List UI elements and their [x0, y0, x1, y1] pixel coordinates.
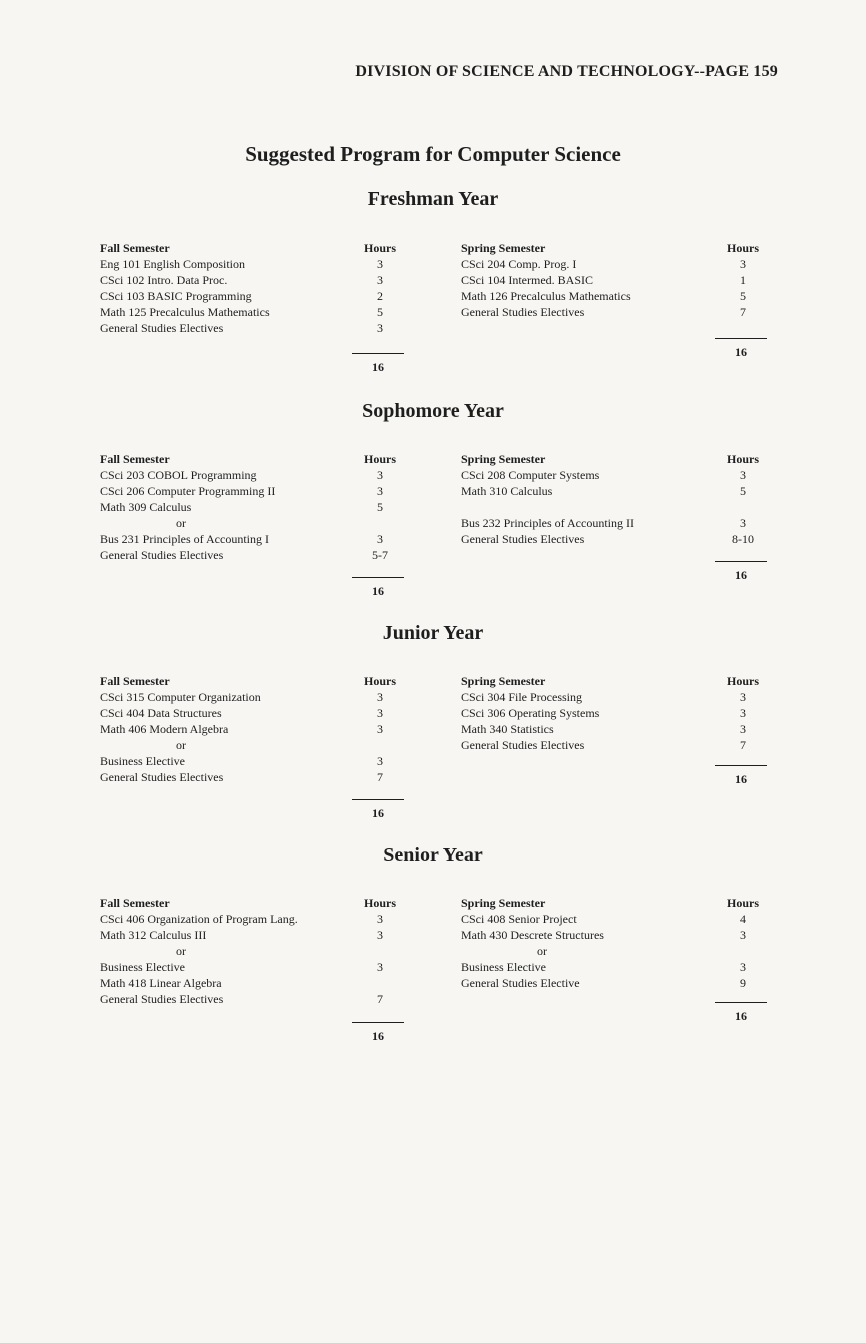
course-name: Math 309 Calculus: [100, 500, 192, 514]
course-hours: 3: [377, 706, 383, 720]
course-name: General Studies Electives: [100, 321, 224, 335]
table-row: [100, 975, 405, 991]
course-hours: 7: [377, 770, 383, 784]
table-row: [461, 272, 771, 288]
course-name: General Studies Electives: [100, 548, 224, 562]
spring-total-rule: [715, 561, 767, 562]
course-hours: 3: [740, 960, 746, 974]
course-hours: 3: [377, 912, 383, 926]
course-hours: 7: [740, 738, 746, 752]
table-row: [461, 705, 771, 721]
course-hours: 1: [740, 273, 746, 287]
course-name: CSci 304 File Processing: [461, 690, 583, 704]
table-header-row: [461, 240, 771, 256]
course-hours: 7: [740, 305, 746, 319]
spring-total-hours: 16: [735, 1009, 747, 1023]
table-row: [100, 467, 405, 483]
course-name: Business Elective: [100, 960, 185, 974]
spring-semester-table: [461, 895, 771, 991]
table-row: [100, 256, 405, 272]
course-name: CSci 208 Computer Systems: [461, 468, 600, 482]
fall-total-hours: 16: [372, 1029, 384, 1043]
spring-total-hours: 16: [735, 568, 747, 582]
course-hours: 3: [377, 273, 383, 287]
course-name: CSci 103 BASIC Programming: [100, 289, 252, 303]
fall-semester-heading: Fall Semester: [100, 896, 170, 910]
fall-semester-heading: Fall Semester: [100, 241, 170, 255]
fall-total-rule: [352, 353, 404, 354]
table-row: [100, 911, 405, 927]
course-hours: 8-10: [732, 532, 754, 546]
course-hours: 3: [377, 484, 383, 498]
or-connector: or: [176, 738, 186, 752]
course-name: Math 406 Modern Algebra: [100, 722, 229, 736]
course-hours: 3: [377, 468, 383, 482]
table-row: [461, 515, 771, 531]
fall-semester-table: [100, 673, 405, 785]
table-row: [461, 483, 771, 499]
course-name: Bus 231 Principles of Accounting I: [100, 532, 269, 546]
year-title: Freshman Year: [367, 188, 499, 210]
table-row: [100, 304, 405, 320]
course-hours: 5-7: [372, 548, 388, 562]
course-hours: 3: [377, 928, 383, 942]
table-row: [100, 721, 405, 737]
spring-semester-heading: Spring Semester: [461, 452, 546, 466]
table-row: [461, 927, 771, 943]
table-header-row: [461, 673, 771, 689]
hours-heading: Hours: [363, 452, 396, 466]
spring-total-hours: 16: [735, 772, 747, 786]
course-name: Math 125 Precalculus Mathematics: [100, 305, 270, 319]
table-header-row: [100, 673, 405, 689]
or-connector: or: [176, 516, 186, 530]
course-name: CSci 206 Computer Programming II: [100, 484, 276, 498]
spring-total-rule: [715, 338, 767, 339]
spring-semester-heading: Spring Semester: [461, 896, 546, 910]
course-name: CSci 204 Comp. Prog. I: [461, 257, 577, 271]
course-hours: 3: [740, 928, 746, 942]
spring-total-rule: [715, 1002, 767, 1003]
year-title: Sophomore Year: [362, 400, 504, 422]
course-hours: 2: [377, 289, 383, 303]
course-name: CSci 408 Senior Project: [461, 912, 577, 926]
course-hours: 7: [377, 992, 383, 1006]
table-row: [461, 959, 771, 975]
course-name: General Studies Electives: [461, 738, 585, 752]
course-hours: 4: [740, 912, 746, 926]
course-name: CSci 102 Intro. Data Proc.: [100, 273, 228, 287]
table-row: [100, 320, 405, 336]
course-name: Eng 101 English Composition: [100, 257, 246, 271]
course-name: CSci 406 Organization of Program Lang.: [100, 912, 298, 926]
course-name: Math 340 Statistics: [461, 722, 554, 736]
course-hours: 9: [740, 976, 746, 990]
table-row: [100, 547, 405, 563]
table-row: [100, 531, 405, 547]
course-hours: 3: [740, 516, 746, 530]
course-hours: 3: [740, 257, 746, 271]
course-name: Math 418 Linear Algebra: [100, 976, 222, 990]
course-hours: 3: [377, 257, 383, 271]
fall-total-rule: [352, 799, 404, 800]
fall-total-hours: 16: [372, 584, 384, 598]
fall-total-hours: 16: [372, 360, 384, 374]
or-connector: or: [176, 944, 186, 958]
table-row: [100, 689, 405, 705]
course-name: CSci 306 Operating Systems: [461, 706, 600, 720]
table-row: [461, 256, 771, 272]
year-title: Senior Year: [383, 844, 483, 866]
table-row: [100, 991, 405, 1007]
course-hours: 3: [740, 468, 746, 482]
table-row: [461, 943, 771, 959]
course-hours: 3: [377, 722, 383, 736]
fall-semester-table: [100, 451, 405, 563]
fall-semester-heading: Fall Semester: [100, 674, 170, 688]
hours-heading: Hours: [726, 896, 759, 910]
course-hours: 3: [740, 722, 746, 736]
course-name: General Studies Electives: [100, 770, 224, 784]
spring-total-rule: [715, 765, 767, 766]
spring-total-hours: 16: [735, 345, 747, 359]
hours-heading: Hours: [363, 896, 396, 910]
hours-heading: Hours: [363, 241, 396, 255]
hours-heading: Hours: [726, 674, 759, 688]
course-hours: 5: [377, 500, 383, 514]
course-hours: 5: [740, 289, 746, 303]
table-header-row: [100, 451, 405, 467]
fall-semester-table: [100, 240, 405, 336]
table-row: [461, 975, 771, 991]
course-name: CSci 315 Computer Organization: [100, 690, 261, 704]
table-row: [461, 499, 771, 515]
table-header-row: [461, 895, 771, 911]
hours-heading: Hours: [363, 674, 396, 688]
course-hours: 3: [377, 690, 383, 704]
course-hours: 5: [740, 484, 746, 498]
hours-heading: Hours: [726, 452, 759, 466]
table-row: [100, 927, 405, 943]
table-row: [100, 272, 405, 288]
course-hours: 3: [740, 706, 746, 720]
course-name: CSci 203 COBOL Programming: [100, 468, 257, 482]
table-row: [100, 753, 405, 769]
table-row: [100, 483, 405, 499]
course-hours: 3: [377, 754, 383, 768]
table-row: [461, 737, 771, 753]
spring-semester-table: [461, 240, 771, 320]
course-name: General Studies Electives: [461, 305, 585, 319]
course-name: CSci 104 Intermed. BASIC: [461, 273, 593, 287]
page-title: Suggested Program for Computer Science: [245, 142, 621, 166]
course-name: General Studies Elective: [461, 976, 580, 990]
course-hours: 3: [377, 321, 383, 335]
table-row: [100, 943, 405, 959]
fall-total-rule: [352, 1022, 404, 1023]
table-row: [100, 288, 405, 304]
table-row: [461, 531, 771, 547]
course-name: General Studies Electives: [100, 992, 224, 1006]
hours-heading: Hours: [726, 241, 759, 255]
table-row: [461, 304, 771, 320]
table-row: [100, 515, 405, 531]
spring-semester-heading: Spring Semester: [461, 674, 546, 688]
course-name: General Studies Electives: [461, 532, 585, 546]
table-row: [461, 689, 771, 705]
table-row: [461, 288, 771, 304]
page-header: DIVISION OF SCIENCE AND TECHNOLOGY--PAGE 159: [355, 63, 778, 80]
table-row: [100, 705, 405, 721]
course-name: Business Elective: [100, 754, 185, 768]
fall-total-rule: [352, 577, 404, 578]
course-hours: 3: [377, 532, 383, 546]
table-row: [100, 769, 405, 785]
table-row: [461, 911, 771, 927]
course-hours: 3: [377, 960, 383, 974]
table-row: [100, 959, 405, 975]
course-name: Math 312 Calculus III: [100, 928, 207, 942]
course-name: Math 430 Descrete Structures: [461, 928, 604, 942]
spring-semester-table: [461, 673, 771, 753]
course-name: Business Elective: [461, 960, 546, 974]
spring-semester-heading: Spring Semester: [461, 241, 546, 255]
or-connector: or: [537, 944, 547, 958]
course-hours: 5: [377, 305, 383, 319]
course-name: Math 310 Calculus: [461, 484, 553, 498]
fall-semester-table: [100, 895, 405, 1007]
course-name: Math 126 Precalculus Mathematics: [461, 289, 631, 303]
table-header-row: [100, 240, 405, 256]
table-row: [461, 467, 771, 483]
table-row: [100, 737, 405, 753]
table-row: [461, 721, 771, 737]
fall-total-hours: 16: [372, 806, 384, 820]
course-hours: 3: [740, 690, 746, 704]
year-title: Junior Year: [382, 622, 484, 644]
course-name: CSci 404 Data Structures: [100, 706, 222, 720]
course-name: Bus 232 Principles of Accounting II: [461, 516, 634, 530]
table-header-row: [461, 451, 771, 467]
fall-semester-heading: Fall Semester: [100, 452, 170, 466]
spring-semester-table: [461, 451, 771, 547]
table-row: [100, 499, 405, 515]
table-header-row: [100, 895, 405, 911]
